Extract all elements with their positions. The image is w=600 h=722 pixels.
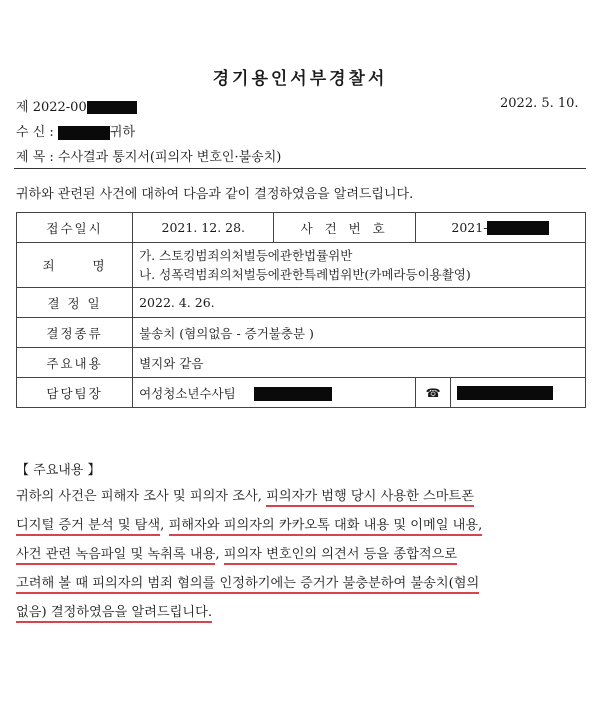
doc-number-text: 제 2022-00 [16, 100, 87, 115]
paragraph-line [16, 540, 588, 569]
table-row [17, 318, 586, 348]
main-paragraph [16, 482, 588, 627]
recipient-line [16, 121, 135, 140]
intro-text: 귀하와 관련된 사건에 대하여 다음과 같이 결정하였음을 알려드립니다. [16, 187, 414, 202]
case-number-label: 사 건 번 호 [274, 213, 415, 243]
team-name: 여성청소년수사팀 [139, 385, 236, 401]
header-divider [14, 168, 586, 169]
subject-line: 제 목 : 수사결과 통지서(피의자 변호인·불송치) [16, 150, 282, 165]
recipient-suffix: 귀하 [109, 125, 136, 140]
decision-type-label: 결정종류 [17, 318, 133, 348]
charges-label: 죄 명 [17, 243, 133, 288]
underlined-text: 사건 관련 녹음파일 및 녹취록 내용 [16, 547, 215, 565]
table-row [17, 348, 586, 378]
received-date-label: 접수일시 [17, 213, 133, 243]
section-title: 【 주요내용 】 [16, 463, 101, 478]
phone-value [451, 378, 586, 408]
charges-value [133, 243, 586, 288]
underlined-text: 피의자가 범행 당시 사용한 스마트폰 [266, 489, 474, 507]
redaction-bar [254, 387, 332, 401]
decision-date-value: 2022. 4. 26. [133, 288, 586, 318]
table-row [17, 288, 586, 318]
text-span: 귀하의 사건은 피해자 조사 및 피의자 조사, [16, 489, 267, 504]
team-leader-label: 담당팀장 [17, 378, 133, 408]
table-row [17, 378, 586, 408]
underlined-text: 피해자와 피의자의 카카오톡 대화 내용 및 이메일 내용, [169, 518, 483, 536]
table-row [17, 243, 586, 288]
recipient-label: 수 신 : [16, 125, 54, 140]
table-row [17, 213, 586, 243]
redaction-bar [58, 126, 110, 140]
case-number-prefix: 2021- [451, 219, 488, 235]
underlined-text: 디지털 증거 분석 및 탐색 [16, 518, 160, 536]
document-title: 경기용인서부경찰서 [212, 69, 388, 89]
main-content-label: 주요내용 [17, 348, 133, 378]
doc-number [16, 96, 137, 115]
phone-icon: ☎ [425, 386, 441, 400]
redaction-bar [87, 101, 137, 114]
text-span: , [160, 518, 169, 533]
underlined-text: 없음) 결정하였음을 알려드립니다. [16, 605, 212, 623]
paragraph-line [16, 598, 588, 627]
charge-item: 나. 성폭력범죄의처벌등에관한특례법위반(카메라등이용촬영) [139, 267, 471, 282]
doc-date: 2022. 5. 10. [500, 96, 579, 111]
redaction-bar [457, 386, 553, 400]
text-span: , [215, 547, 224, 562]
decision-date-label: 결 정 일 [17, 288, 133, 318]
underlined-text: 고려해 볼 때 피의자의 범죄 혐의를 인정하기에는 증거가 불충분하여 불송치(혐의 [16, 576, 479, 594]
phone-cell [415, 378, 451, 408]
underlined-text: 피의자 변호인의 의견서 등을 종합적으로 [224, 547, 457, 565]
received-date-value: 2021. 12. 28. [133, 213, 274, 243]
case-info-table [16, 212, 586, 408]
main-content-value: 별지와 같음 [133, 348, 586, 378]
team-leader-value [133, 378, 416, 408]
paragraph-line [16, 569, 588, 598]
paragraph-line [16, 482, 588, 511]
case-number-value [415, 213, 585, 243]
charge-item: 가. 스토킹범죄의처벌등에관한법률위반 [139, 248, 353, 263]
paragraph-line [16, 511, 588, 540]
decision-type-value: 불송치 (혐의없음 - 증거불충분 ) [133, 318, 586, 348]
redaction-bar [487, 221, 549, 235]
